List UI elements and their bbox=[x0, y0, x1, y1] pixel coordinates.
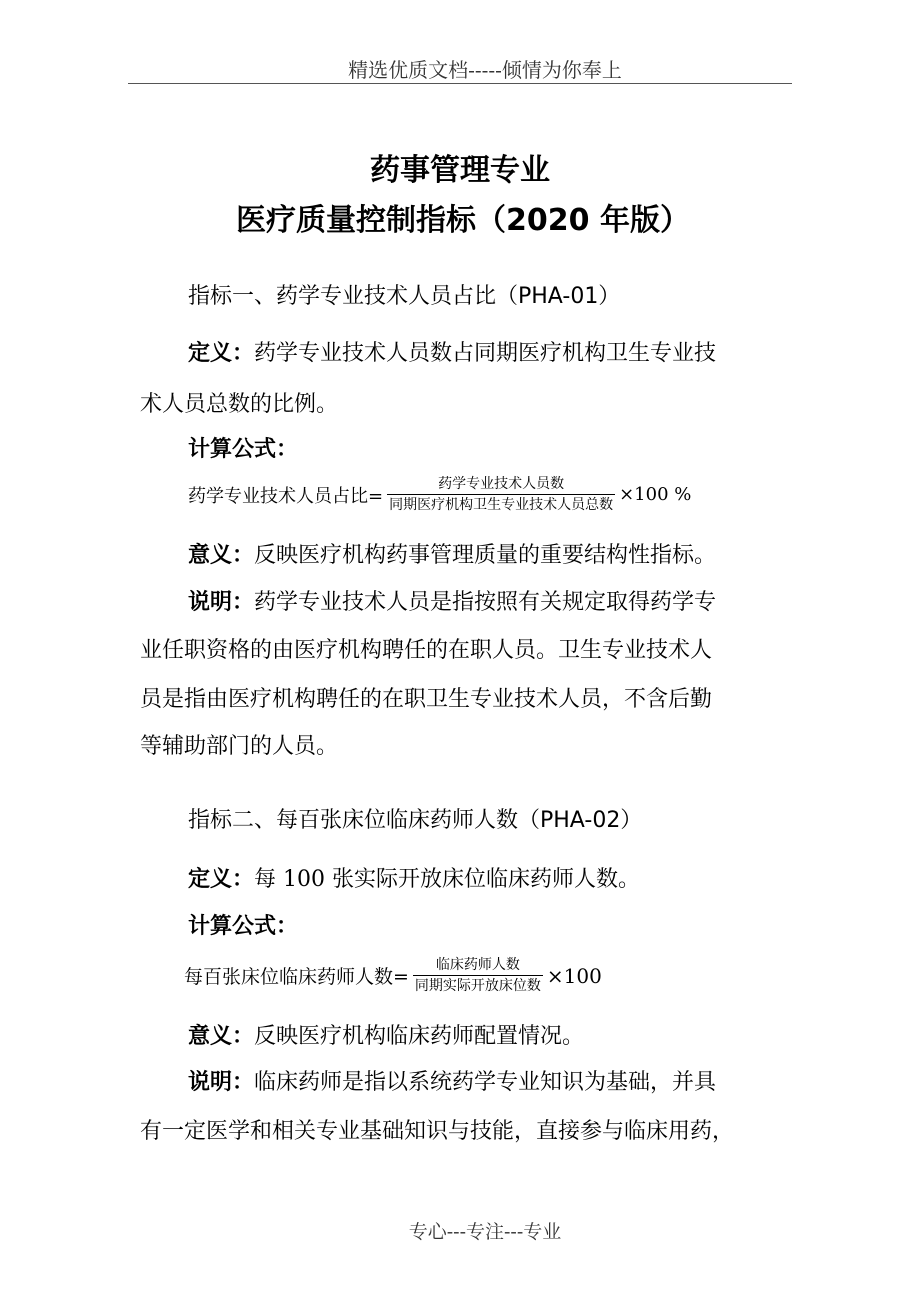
indicator1-meaning bbox=[188, 540, 848, 572]
formula-numerator: 药学专业技术人员数 bbox=[438, 476, 565, 492]
formula-numerator: 临床药师人数 bbox=[435, 957, 520, 973]
formula-fraction bbox=[387, 474, 615, 515]
indicator1-formula bbox=[188, 474, 691, 515]
formula-rhs: ×100 bbox=[546, 963, 602, 988]
formula-rhs: ×100 % bbox=[619, 484, 692, 505]
formula-fraction bbox=[413, 955, 543, 996]
note-label: 说明： bbox=[188, 590, 255, 615]
page-header: 精选优质文档-----倾情为你奉上 bbox=[348, 58, 622, 82]
note-text: 临床药师是指以系统药学专业知识为基础，并具 bbox=[254, 1070, 717, 1095]
definition-text: 每 100 张实际开放床位临床药师人数。 bbox=[254, 867, 640, 892]
formula-lhs: 药学专业技术人员占比= bbox=[188, 485, 384, 507]
formula-denominator: 同期医疗机构卫生专业技术人员总数 bbox=[387, 494, 615, 515]
header-rule bbox=[128, 83, 792, 84]
indicator1-formula-label: 计算公式： bbox=[188, 437, 299, 462]
indicator1-note-cont1: 业任职资格的由医疗机构聘任的在职人员。卫生专业技术人 bbox=[140, 638, 713, 663]
indicator2-note-cont1: 有一定医学和相关专业基础知识与技能，直接参与临床用药， bbox=[140, 1119, 735, 1144]
indicator1-note-cont2: 员是指由医疗机构聘任的在职卫生专业技术人员，不含后勤 bbox=[140, 687, 713, 712]
definition-text: 药学专业技术人员数占同期医疗机构卫生专业技 bbox=[254, 341, 717, 366]
meaning-text: 反映医疗机构药事管理质量的重要结构性指标。 bbox=[254, 543, 717, 568]
meaning-text: 反映医疗机构临床药师配置情况。 bbox=[254, 1024, 585, 1049]
indicator2-formula bbox=[184, 955, 602, 996]
page-footer: 专心---专注---专业 bbox=[408, 1221, 562, 1243]
note-label: 说明： bbox=[188, 1070, 255, 1095]
indicator2-formula-label: 计算公式： bbox=[188, 914, 299, 939]
meaning-label: 意义： bbox=[188, 1024, 255, 1049]
formula-denominator: 同期实际开放床位数 bbox=[413, 975, 543, 996]
meaning-label: 意义： bbox=[188, 543, 255, 568]
indicator2-heading: 指标二、每百张床位临床药师人数（PHA-02） bbox=[188, 808, 643, 833]
indicator1-definition bbox=[188, 338, 848, 370]
indicator1-definition-cont: 术人员总数的比例。 bbox=[140, 392, 339, 417]
indicator1-note-cont3: 等辅助部门的人员。 bbox=[140, 734, 339, 759]
indicator1-note bbox=[188, 587, 848, 619]
formula-lhs: 每百张床位临床药师人数= bbox=[184, 966, 409, 988]
indicator2-meaning bbox=[188, 1021, 848, 1053]
indicator2-definition bbox=[188, 864, 848, 896]
definition-label: 定义： bbox=[188, 867, 255, 892]
indicator1-heading: 指标一、药学专业技术人员占比（PHA-01） bbox=[188, 284, 621, 309]
indicator2-note bbox=[188, 1067, 848, 1099]
document-title-line1: 药事管理专业 bbox=[370, 153, 550, 188]
note-text: 药学专业技术人员是指按照有关规定取得药学专 bbox=[254, 590, 717, 615]
definition-label: 定义： bbox=[188, 341, 255, 366]
document-title-line2: 医疗质量控制指标（2020 年版） bbox=[236, 203, 690, 238]
